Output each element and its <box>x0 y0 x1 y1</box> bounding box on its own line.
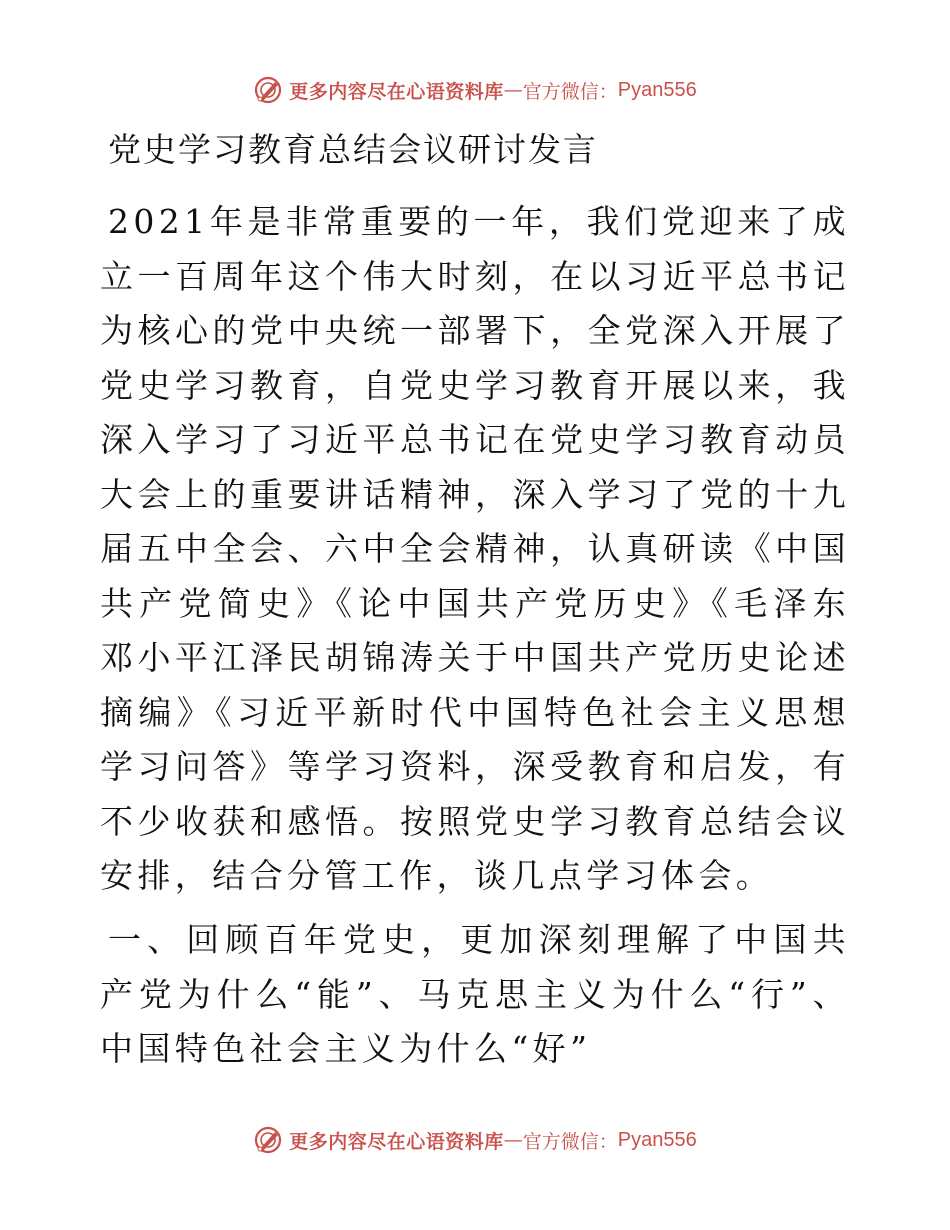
pen-logo-icon <box>253 75 283 105</box>
section-heading: 一、回顾百年党史，更加深刻理解了中国共产党为什么“能”、马克思主义为什么“行”、中国特色社会主义为什么“好” <box>100 920 850 1068</box>
pen-logo-icon <box>253 1125 283 1155</box>
watermark-wechat-label: 官方微信： <box>522 80 618 103</box>
watermark-dash: — <box>503 1129 523 1151</box>
watermark-site-name: 更多内容尽在心语资料库 <box>289 1130 504 1153</box>
document-title: 党史学习教育总结会议研讨发言 <box>108 130 598 169</box>
watermark-wechat-id: Pyan556 <box>617 1128 697 1151</box>
watermark-wechat-label: 官方微信： <box>522 1130 618 1153</box>
watermark-dash: — <box>503 79 523 101</box>
header-watermark <box>0 70 950 110</box>
watermark-site-name: 更多内容尽在心语资料库 <box>289 80 504 103</box>
body-paragraph: 2021年是非常重要的一年，我们党迎来了成立一百周年这个伟大时刻，在以习近平总书记为核心的党中央统一部署下，全党深入开展了党史学习教育，自党史学习教育开展以来，我深入学习了习近平总书记在党史学习教育动员大会上的重要讲话精神，深入学习了党的十九届五中全会、六中全会精神，认真研读《中国共产党简史》《论中国共产党历史》《毛泽东邓小平江泽民胡锦涛关于中国共产党历史论述摘编》《习近平新时代中国特色社会主义思想学习问答》等学习资料，深受教育和启发，有不少收获和感悟。按照党史学习教育总结会议安排，结合分管工作，谈几点学习体会。 <box>100 202 850 895</box>
watermark-wechat-id: Pyan556 <box>617 78 697 101</box>
footer-watermark <box>0 1120 950 1160</box>
